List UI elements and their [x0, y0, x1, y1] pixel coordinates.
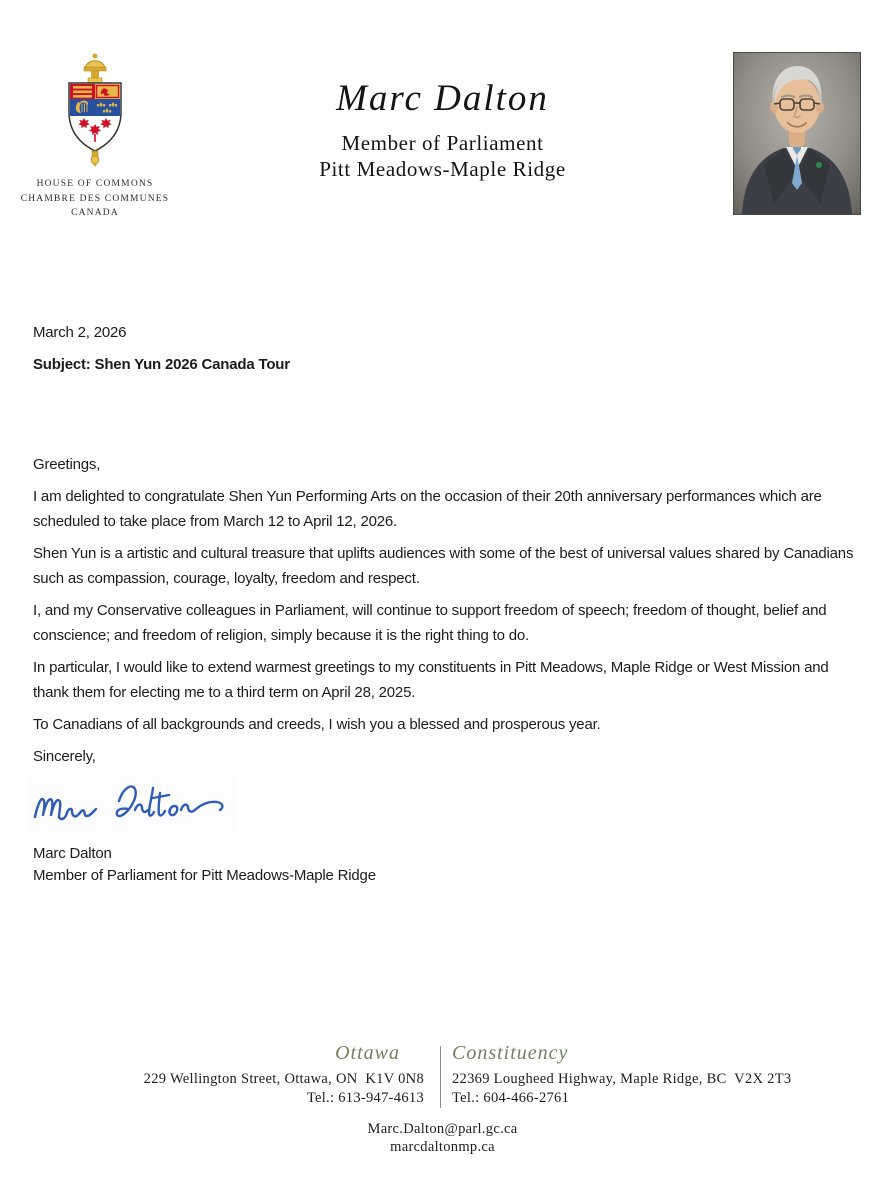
canada-label: CANADA: [71, 208, 119, 218]
signature-title: Member of Parliament for Pitt Meadows-Maple Ridge: [33, 867, 376, 884]
closing: Sincerely,: [33, 748, 96, 765]
signature-name: Marc Dalton: [33, 845, 112, 862]
constituency-phone: Tel.: 604-466-2761: [452, 1089, 570, 1106]
body-paragraph: I am delighted to congratulate Shen Yun Performing Arts on the occasion of their 20th anniversary performances which are scheduled to take place from March 12 to April 12, 2026.: [33, 488, 822, 530]
letter-body: [33, 320, 866, 887]
body-paragraph: Shen Yun is a artistic and cultural treasure that uplifts audiences with some of the best of universal values shared by Canadians such as compassion, courage, loyalty, freedom and respect.: [33, 545, 854, 587]
handwritten-signature: [29, 776, 235, 834]
ottawa-phone: Tel.: 613-947-4613: [306, 1089, 424, 1106]
constituency-address: 22369 Lougheed Highway, Maple Ridge, BC V2X 2T3: [452, 1071, 792, 1087]
letter-date: March 2, 2026: [33, 324, 127, 341]
ottawa-address: 229 Wellington Street, Ottawa, ON K1V 0N8: [143, 1071, 424, 1087]
constituency-office-block: [441, 1040, 885, 1108]
ottawa-office-heading: Ottawa: [335, 1042, 400, 1064]
ottawa-office-block: [0, 1040, 440, 1108]
house-of-commons-crest-block: [20, 52, 170, 221]
signature-ink-icon: [29, 776, 235, 834]
footer: [0, 1040, 885, 1156]
mp-portrait-photo: [733, 52, 861, 215]
letter-subject: Subject: Shen Yun 2026 Canada Tour: [33, 356, 290, 373]
email-address: Marc.Dalton@parl.gc.ca: [367, 1121, 518, 1137]
website-url: marcdaltonmp.ca: [390, 1138, 495, 1155]
mp-name: Marc Dalton: [336, 78, 549, 119]
house-of-commons-label-en: HOUSE OF COMMONS: [36, 179, 154, 189]
constituency-office-heading: Constituency: [452, 1042, 569, 1064]
body-paragraph: In particular, I would like to extend warmest greetings to my constituents in Pitt Meadows, Maple Ridge or West Mission and thank them for electing me to a third term on April 28, 2025.: [33, 659, 829, 701]
mp-riding: Pitt Meadows-Maple Ridge: [319, 157, 566, 181]
body-paragraph: To Canadians of all backgrounds and creeds, I wish you a blessed and prosperous year.: [33, 716, 601, 733]
body-paragraph: I, and my Conservative colleagues in Parliament, will continue to support freedom of speech; freedom of thought, belief and conscience; and freedom of religion, simply because it is the right thing to do.: [33, 602, 827, 644]
mp-title: Member of Parliament: [341, 131, 544, 155]
house-of-commons-label-fr: CHAMBRE DES COMMUNES: [20, 193, 170, 204]
salutation: Greetings,: [33, 456, 101, 473]
house-of-commons-coat-of-arms-icon: [57, 52, 133, 167]
mp-portrait-illustration: [734, 53, 860, 214]
masthead: [255, 78, 630, 183]
